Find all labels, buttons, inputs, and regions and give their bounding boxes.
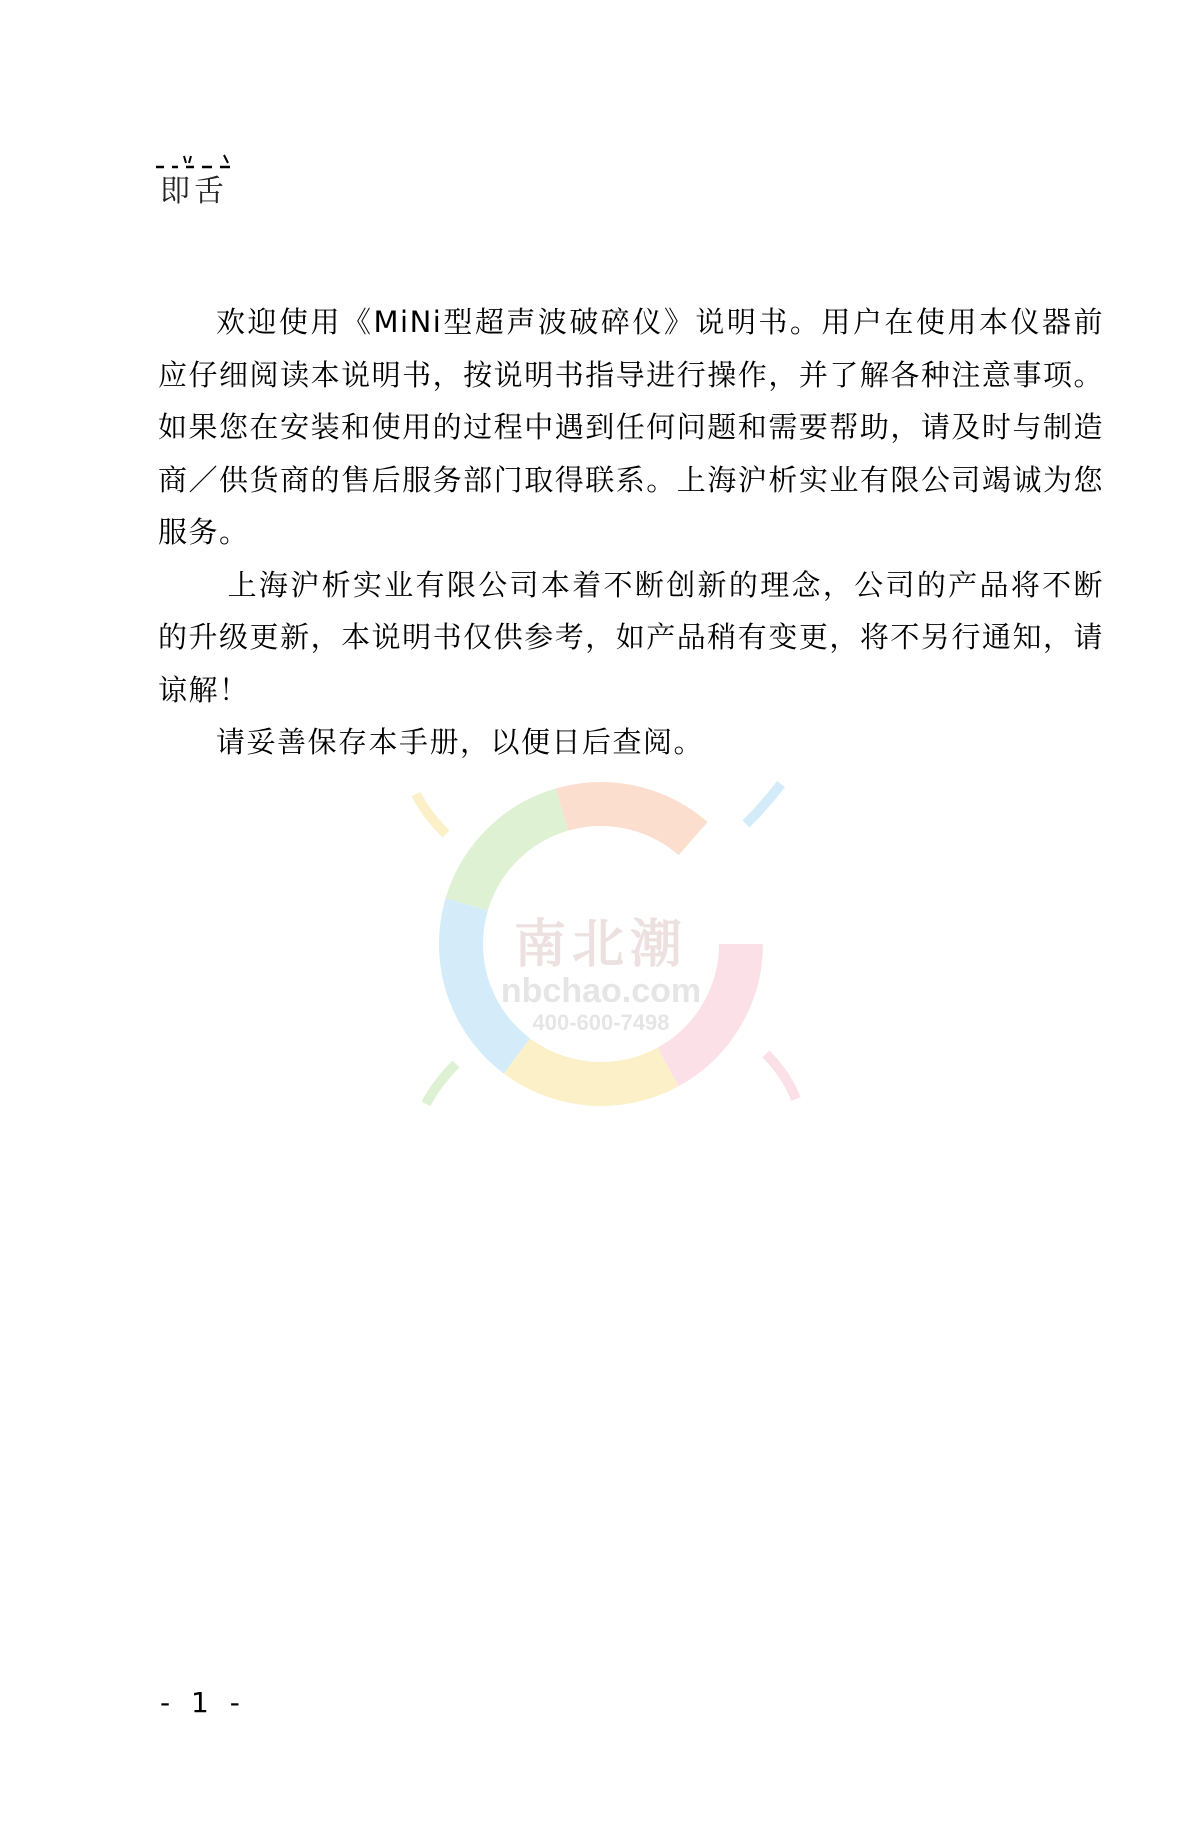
body-text	[158, 296, 1104, 769]
paragraph-welcome: 欢迎使用《MiNi型超声波破碎仪》说明书。用户在使用本仪器前应仔细阅读本说明书，按说明书指导进行操作，并了解各种注意事项。如果您在安装和使用的过程中遇到任何问题和需要帮助，请及时与制造商／供货商的售后服务部门取得联系。上海沪析实业有限公司竭诚为您服务。	[158, 305, 1104, 549]
heading-decoration	[156, 154, 246, 170]
paragraph-keep-manual: 请妥善保存本手册，以便日后查阅。	[216, 725, 705, 759]
heading-block	[156, 150, 276, 230]
paragraph-update-notice: 上海沪析实业有限公司本着不断创新的理念，公司的产品将不断的升级更新，本说明书仅供参考，如产品稍有变更，将不另行通知，请谅解！	[158, 567, 1104, 707]
page-number: - 1 -	[160, 1686, 246, 1719]
watermark-brand: 南北潮	[513, 914, 688, 975]
watermark-phone: 400-600-7498	[532, 1010, 670, 1035]
heading-title: 即舌	[160, 174, 228, 209]
watermark-site: nbchao.com	[500, 972, 702, 1010]
watermark	[386, 754, 816, 1134]
